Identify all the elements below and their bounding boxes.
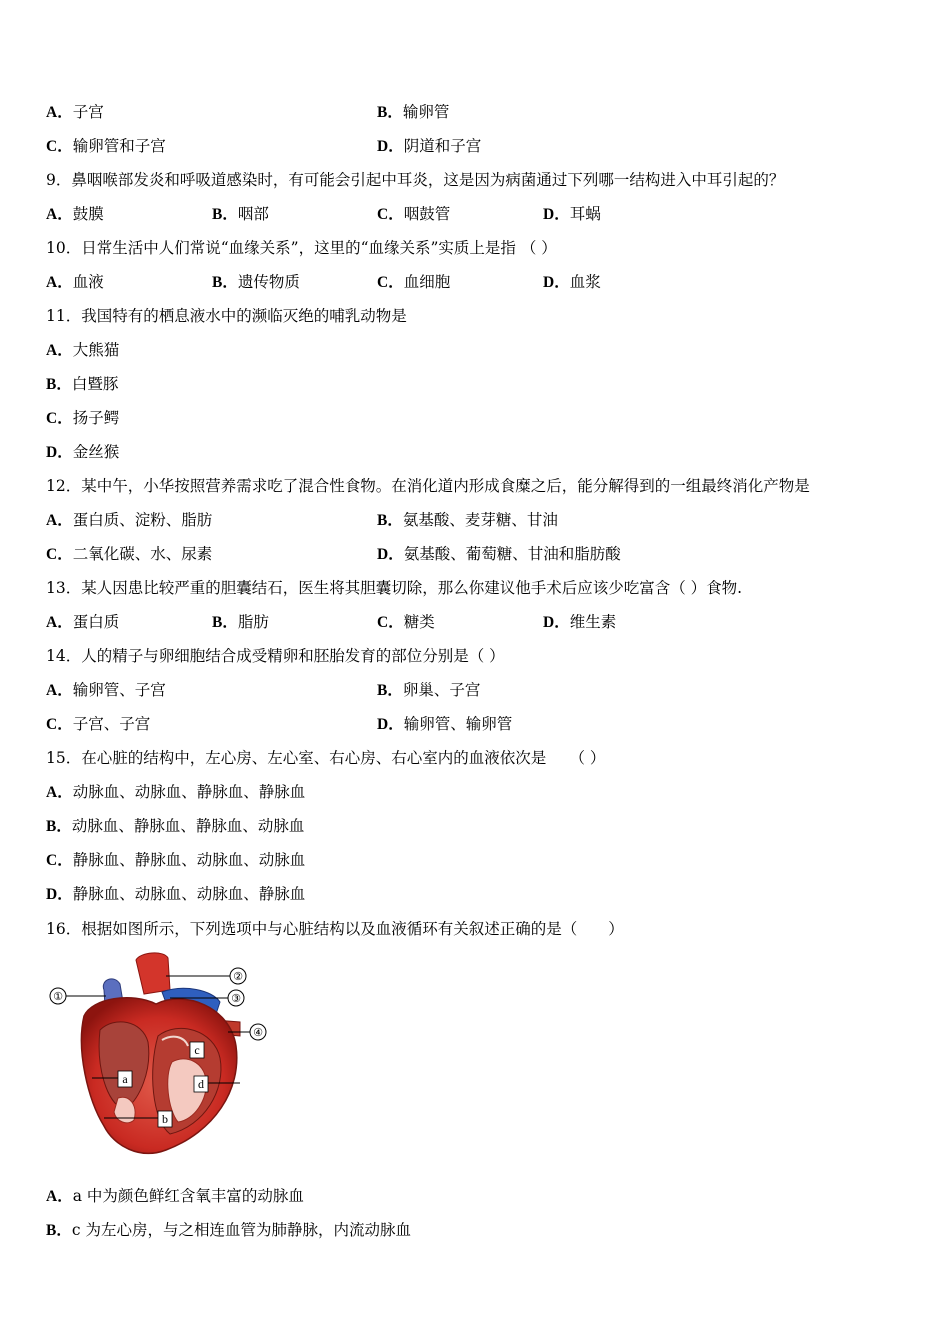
q14-option-b: B．卵巢、子宫 — [377, 681, 481, 699]
q11-option-c: C．扬子鳄 — [46, 409, 120, 427]
callout-3 — [228, 990, 244, 1006]
q13-stem: 13．某人因患比较严重的胆囊结石，医生将其胆囊切除，那么你建议他手术后应该少吃富含（ ）食物. — [46, 579, 743, 597]
q12-option-d: D．氨基酸、葡萄糖、甘油和脂肪酸 — [377, 545, 621, 563]
q13-option-b: B．脂肪 — [212, 613, 269, 631]
svg-text:b: b — [162, 1112, 168, 1126]
q10-option-c: C．血细胞 — [377, 273, 451, 291]
q11-option-d: D．金丝猴 — [46, 443, 120, 461]
svg-text:③: ③ — [231, 992, 241, 1005]
callout-2 — [230, 968, 246, 984]
q8-option-c: C．输卵管和子宫 — [46, 137, 166, 155]
q12-option-b: B．氨基酸、麦芽糖、甘油 — [377, 511, 558, 529]
q13-option-d: D．维生素 — [543, 613, 617, 631]
q11-option-b: B．白暨豚 — [46, 375, 119, 393]
svg-text:②: ② — [233, 970, 243, 983]
q9-option-b: B．咽部 — [212, 205, 269, 223]
svg-text:④: ④ — [253, 1026, 263, 1039]
svg-text:a: a — [122, 1072, 128, 1086]
label-c — [190, 1042, 204, 1058]
q9-option-a: A．鼓膜 — [46, 205, 104, 223]
q9-stem: 9．鼻咽喉部发炎和呼吸道感染时，有可能会引起中耳炎，这是因为病菌通过下列哪一结构进入中耳引起的？ — [46, 171, 785, 189]
q9-option-d: D．耳蜗 — [543, 205, 601, 223]
svg-text:c: c — [194, 1043, 200, 1057]
q16-stem: 16．根据如图所示，下列选项中与心脏结构以及血液循环有关叙述正确的是（ ） — [46, 920, 624, 938]
q13-option-a: A．蛋白质 — [46, 613, 120, 631]
q15-option-a: A．动脉血、动脉血、静脉血、静脉血 — [46, 783, 306, 801]
q12-option-a: A．蛋白质、淀粉、脂肪 — [46, 511, 213, 529]
q15-option-c: C．静脉血、静脉血、动脉血、动脉血 — [46, 851, 306, 869]
q14-option-c: C．子宫、子宫 — [46, 715, 151, 733]
label-d — [194, 1076, 208, 1092]
aorta-shape — [136, 953, 170, 994]
q16-option-a: A．a 中为颜色鲜红含氧丰富的动脉血 — [46, 1187, 304, 1205]
q8-option-a: A．子宫 — [46, 103, 104, 121]
q14-option-a: A．输卵管、子宫 — [46, 681, 166, 699]
svg-text:①: ① — [53, 990, 63, 1003]
q15-stem: 15．在心脏的结构中，左心房、左心室、右心房、右心室内的血液依次是 （ ） — [46, 749, 606, 767]
q9-option-c: C．咽鼓管 — [377, 205, 451, 223]
callout-4 — [250, 1024, 266, 1040]
q8-option-b: B．输卵管 — [377, 103, 450, 121]
heart-diagram — [44, 950, 276, 1164]
q16-option-b: B．c 为左心房，与之相连血管为肺静脉，内流动脉血 — [46, 1221, 411, 1239]
q14-option-d: D．输卵管、输卵管 — [377, 715, 513, 733]
q11-stem: 11．我国特有的栖息液水中的濒临灭绝的哺乳动物是 — [46, 307, 407, 325]
label-b — [158, 1111, 172, 1127]
q10-option-d: D．血浆 — [543, 273, 601, 291]
q10-option-a: A．血液 — [46, 273, 104, 291]
svg-text:d: d — [198, 1077, 204, 1091]
q13-option-c: C．糖类 — [377, 613, 435, 631]
q15-option-b: B．动脉血、静脉血、静脉血、动脉血 — [46, 817, 305, 835]
q12-option-c: C．二氧化碳、水、尿素 — [46, 545, 213, 563]
label-a — [118, 1071, 132, 1087]
q11-option-a: A．大熊猫 — [46, 341, 120, 359]
q8-option-d: D．阴道和子宫 — [377, 137, 482, 155]
q15-option-d: D．静脉血、动脉血、动脉血、静脉血 — [46, 885, 306, 903]
q10-option-b: B．遗传物质 — [212, 273, 300, 291]
callout-1 — [50, 988, 66, 1004]
q10-stem: 10．日常生活中人们常说“血缘关系”，这里的“血缘关系”实质上是指 （ ） — [46, 239, 557, 257]
q14-stem: 14．人的精子与卵细胞结合成受精卵和胚胎发育的部位分别是（ ） — [46, 647, 505, 665]
q12-stem: 12．某中午，小华按照营养需求吃了混合性食物。在消化道内形成食糜之后，能分解得到的一组最终消化产物是 — [46, 477, 810, 495]
